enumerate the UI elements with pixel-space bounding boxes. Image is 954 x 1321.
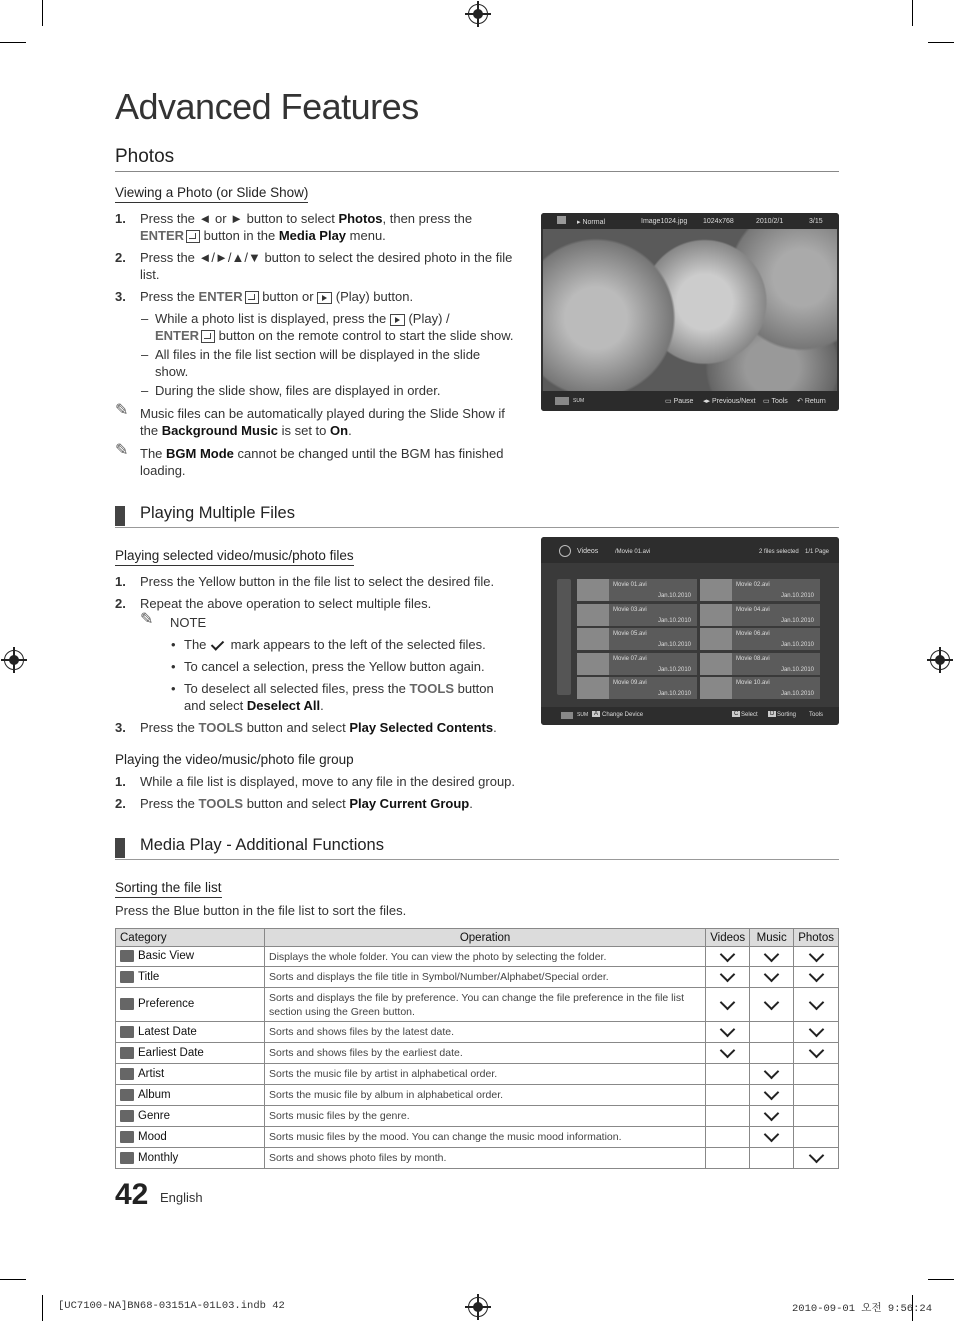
video-file-name: Movie 05.avi: [613, 631, 647, 637]
step-number: 2.: [115, 250, 126, 265]
category-icon: [120, 1068, 134, 1080]
operation-cell: Displays the whole folder. You can view the photo by selecting the folder.: [265, 947, 706, 967]
video-file-date: Jan.10.2010: [780, 691, 814, 697]
step-bold: Play Selected Contents: [349, 720, 494, 735]
checkmark-icon: [808, 946, 824, 962]
videos-cell: [706, 967, 750, 988]
note-text: cannot be changed until the BGM has finished loading.: [140, 446, 504, 478]
category-cell: [116, 1043, 265, 1064]
music-cell: [750, 1022, 794, 1043]
section-bar: [115, 506, 125, 526]
step-number: 1.: [115, 774, 126, 789]
category-icon: [120, 1152, 134, 1164]
music-cell: [750, 1148, 794, 1169]
checkmark-icon: [764, 946, 780, 962]
enter-icon: [201, 330, 215, 343]
videos-cell: [706, 1022, 750, 1043]
step-text: Press the: [140, 720, 199, 735]
video-reel-icon: [559, 545, 571, 557]
apple-photo: [543, 229, 837, 391]
photo-viewer-screenshot: [541, 213, 839, 411]
language-label: English: [160, 1190, 203, 1205]
bullet-bold: Deselect All: [246, 698, 321, 713]
category-label: Latest Date: [138, 1026, 197, 1039]
step-number: 2.: [115, 796, 126, 811]
section-title-multiple: [115, 502, 839, 528]
video-file-tile[interactable]: [700, 579, 820, 601]
category-cell: [116, 988, 265, 1022]
play-icon: [317, 292, 332, 304]
key-a-icon: A: [594, 711, 599, 717]
table-row: [116, 947, 839, 967]
photos-cell: [794, 947, 839, 967]
header-videos: Videos: [706, 929, 750, 947]
bullet-item: [115, 636, 515, 653]
tools-control: ▭ Tools: [763, 398, 788, 405]
step-item: [115, 719, 515, 736]
video-path: /Movie 01.avi: [615, 549, 651, 555]
play-icon: [390, 314, 405, 326]
viewer-info-bar: [541, 213, 839, 229]
change-device-label: Change Device: [602, 712, 644, 718]
photos-cell: [794, 988, 839, 1022]
category-icon: [120, 998, 134, 1010]
step-number: 2.: [115, 596, 126, 611]
step-text: menu.: [346, 228, 386, 243]
table-row: [116, 988, 839, 1022]
table-row: [116, 967, 839, 988]
video-file-name: Movie 09.avi: [613, 680, 647, 686]
step-text: Press the: [140, 796, 199, 811]
step-number: 1.: [115, 574, 126, 589]
music-cell: [750, 1043, 794, 1064]
category-cell: [116, 1148, 265, 1169]
videos-header: [541, 537, 839, 563]
videos-cell: [706, 1127, 750, 1148]
section-title-text: Media Play - Additional Functions: [140, 836, 384, 854]
section-title-additional: [115, 834, 839, 860]
dash-marker: –: [141, 311, 149, 326]
table-row: [116, 1127, 839, 1148]
operation-cell: Sorts music files by the mood. You can change the music mood information.: [265, 1127, 706, 1148]
dash-text: button on the remote control to start the slide show.: [215, 328, 514, 343]
step-text: button in the: [200, 228, 279, 243]
video-file-name: Movie 10.avi: [736, 680, 770, 686]
category-label: Genre: [138, 1110, 170, 1123]
section-title-photos: Photos: [115, 146, 839, 172]
note-icon: ✎: [115, 442, 129, 459]
video-file-tile[interactable]: [700, 604, 820, 626]
bullet-marker: •: [171, 681, 176, 696]
video-file-date: Jan.10.2010: [657, 666, 691, 673]
music-cell: [750, 947, 794, 967]
step-text: Repeat the above operation to select multiple files.: [140, 596, 432, 611]
file-name: Image1024.jpg: [641, 218, 688, 225]
return-label: Return: [804, 398, 826, 405]
category-sidebar[interactable]: [557, 579, 571, 695]
checkmark-icon: [764, 1085, 780, 1101]
videos-cell: [706, 1106, 750, 1127]
photo-count: 3/15: [809, 218, 823, 225]
category-label: Album: [138, 1089, 171, 1102]
device-name: SUM: [573, 398, 585, 404]
step-bold: Photos: [338, 211, 383, 226]
resolution: 1024x768: [703, 218, 734, 225]
operation-cell: Sorts the music file by artist in alphabetical order.: [265, 1064, 706, 1085]
bullet-text: .: [320, 698, 324, 713]
page-title: Advanced Features: [115, 86, 419, 127]
file-info: [UC7100-NA]BN68-03151A-01L03.indb 42: [58, 1300, 285, 1312]
videos-cell: [706, 1085, 750, 1106]
checkmark-icon: [808, 994, 824, 1010]
note-label-row: [115, 611, 515, 631]
checkmark-icon: [764, 1127, 780, 1143]
checkmark-icon: [764, 967, 780, 983]
registration-mark-icon: [468, 4, 488, 24]
step-text: Press the ◄ or ► button to select: [140, 211, 339, 226]
sorting-table: [115, 928, 839, 1169]
step-list-photos: [115, 210, 515, 479]
photos-cell: [794, 1127, 839, 1148]
step-item: [115, 795, 535, 812]
category-icon: [120, 1026, 134, 1038]
photos-cell: [794, 1043, 839, 1064]
step-text: Press the Yellow button in the file list to select the desired file.: [140, 574, 495, 589]
step-text: Press the ◄/►/▲/▼ button to select the desired photo in the file list.: [140, 250, 513, 282]
category-cell: [116, 1022, 265, 1043]
operation-cell: Sorts and displays the file by preference. You can change the file preference in the file list section using the Green button.: [265, 988, 706, 1022]
video-file-date: Jan.10.2010: [780, 642, 814, 648]
step-bold: Media Play: [278, 228, 347, 243]
table-row: [116, 1148, 839, 1169]
category-cell: [116, 1085, 265, 1106]
video-file-tile[interactable]: [577, 677, 697, 699]
category-icon: [120, 1131, 134, 1143]
tools-label: TOOLS: [198, 796, 244, 811]
header-music: Music: [750, 929, 794, 947]
category-icon: [120, 950, 134, 962]
bullet-text: The: [184, 637, 211, 652]
step-text: .: [469, 796, 473, 811]
video-file-date: Jan.10.2010: [657, 691, 691, 697]
enter-label: ENTER: [155, 328, 200, 343]
note-bold: On: [330, 423, 349, 438]
note-text: is set to: [277, 423, 331, 438]
step-item: [115, 288, 515, 305]
video-file-tile[interactable]: [700, 677, 820, 699]
music-cell: [750, 1106, 794, 1127]
video-file-name: Movie 01.avi: [613, 582, 647, 588]
sorting-label: Sorting: [777, 712, 797, 718]
selected-count: 2 files selected: [759, 549, 799, 555]
music-cell: [750, 988, 794, 1022]
step-item: [115, 773, 535, 790]
video-file-name: Movie 03.avi: [613, 606, 647, 613]
video-thumbnail: [577, 677, 609, 699]
checkmark-icon: [764, 994, 780, 1010]
music-cell: [750, 1085, 794, 1106]
bullet-text: mark appears to the left of the selected files.: [227, 637, 486, 652]
video-file-tile[interactable]: [577, 628, 697, 650]
video-thumbnail: [577, 628, 609, 650]
step-text: .: [493, 720, 497, 735]
header-operation: Operation: [265, 929, 706, 947]
category-cell: [116, 1106, 265, 1127]
checkmark-icon: [720, 967, 736, 983]
step-text: (Play) button.: [332, 289, 414, 304]
bullet-item: [115, 680, 515, 714]
mode-label: ▸ Normal: [577, 219, 606, 226]
select-label: Select: [741, 712, 758, 718]
dash-item: [115, 382, 515, 399]
pause-label: Pause: [673, 398, 694, 405]
heading-sorting: Sorting the file list: [115, 880, 222, 898]
tools-label: TOOLS: [409, 681, 454, 696]
step-text: , then press the: [382, 211, 473, 226]
prevnext-label: Previous/Next: [711, 398, 756, 405]
photo-date: 2010/2/1: [756, 218, 784, 225]
videos-title: Videos: [577, 548, 599, 555]
note-text: Music files can be automatically played during the Slide Show if the: [140, 406, 505, 438]
table-row: [116, 1106, 839, 1127]
checkmark-icon: [808, 967, 824, 983]
enter-icon: [245, 291, 259, 304]
enter-icon: [186, 230, 200, 243]
photos-cell: [794, 1022, 839, 1043]
category-label: Basic View: [138, 950, 195, 963]
usb-device-icon: [555, 397, 569, 405]
video-thumbnail: [700, 579, 732, 601]
checkmark-icon: [720, 1022, 736, 1038]
step-text: Press the: [140, 289, 199, 304]
photos-cell: [794, 1085, 839, 1106]
section-bar: [115, 838, 125, 858]
photos-cell: [794, 1106, 839, 1127]
dash-text: While a photo list is displayed, press the: [155, 311, 390, 326]
page-indicator: 1/1 Page: [805, 549, 830, 555]
heading-selected-files: Playing selected video/music/photo files: [115, 548, 354, 566]
registration-mark-icon: [930, 650, 950, 670]
checkmark-icon: [720, 994, 736, 1010]
video-file-date: Jan.10.2010: [657, 617, 691, 624]
table-header-row: [116, 929, 839, 947]
video-thumbnail: [577, 604, 609, 626]
pause-control: ▭ Pause: [665, 398, 694, 405]
operation-cell: Sorts and shows files by the earliest date.: [265, 1043, 706, 1064]
bullet-text: button and select: [184, 681, 494, 713]
step-item: [115, 249, 515, 283]
videos-cell: [706, 1148, 750, 1169]
category-cell: [116, 967, 265, 988]
registration-mark-icon: [4, 650, 24, 670]
bullet-text: To deselect all selected files, press the: [184, 681, 410, 696]
video-file-tile[interactable]: [577, 653, 697, 675]
tools-label: TOOLS: [198, 720, 244, 735]
operation-cell: Sorts and shows files by the latest date.: [265, 1022, 706, 1043]
checkmark-icon: [764, 1064, 780, 1080]
music-cell: [750, 1064, 794, 1085]
step-text: While a file list is displayed, move to any file in the desired group.: [140, 774, 516, 789]
video-file-date: Jan.10.2010: [780, 593, 814, 599]
header-category: Category: [116, 929, 265, 947]
video-file-tile[interactable]: [577, 579, 697, 601]
video-thumbnail: [577, 579, 609, 601]
table-row: [116, 1064, 839, 1085]
usb-device-icon: [561, 712, 573, 719]
video-file-tile[interactable]: [577, 604, 697, 626]
checkmark-icon: [808, 1148, 824, 1164]
video-thumbnail: [700, 628, 732, 650]
video-list-screenshot: [541, 537, 839, 725]
dash-text: (Play) /: [404, 311, 450, 326]
mode-value: Normal: [582, 219, 606, 226]
viewer-control-bar: [541, 391, 839, 411]
enter-label: ENTER: [198, 289, 243, 304]
video-file-tile[interactable]: [700, 653, 820, 675]
category-icon: [120, 1089, 134, 1101]
video-file-name: Movie 06.avi: [736, 631, 770, 637]
key-d-icon: D: [770, 711, 775, 717]
video-thumbnail: [700, 604, 732, 626]
checkmark-icon: [720, 946, 736, 962]
operation-cell: Sorts and displays the file title in Symbol/Number/Alphabet/Special order.: [265, 967, 706, 988]
videos-cell: [706, 988, 750, 1022]
dash-item: [115, 346, 515, 380]
checkmark-icon: [720, 1043, 736, 1059]
category-cell: [116, 1064, 265, 1085]
videos-cell: [706, 947, 750, 967]
music-cell: [750, 1127, 794, 1148]
category-label: Earliest Date: [138, 1047, 204, 1060]
checkmark-icon: [808, 1022, 824, 1038]
tools-label: Tools: [771, 398, 788, 405]
video-file-date: Jan.10.2010: [657, 642, 691, 648]
video-thumbnail: [577, 653, 609, 675]
bullet-item: [115, 658, 515, 675]
step-text: button or: [258, 289, 318, 304]
heading-viewing-photo: Viewing a Photo (or Slide Show): [115, 185, 308, 203]
dash-item: [115, 310, 515, 344]
video-thumbnail: [700, 677, 732, 699]
table-row: [116, 1085, 839, 1106]
heading-file-group: Playing the video/music/photo file group: [115, 752, 354, 767]
dash-text: All files in the file list section will be displayed in the slide show.: [155, 347, 481, 379]
category-icon: [120, 1110, 134, 1122]
note-bold: BGM Mode: [166, 446, 234, 461]
videos-cell: [706, 1043, 750, 1064]
page-number: 42: [115, 1178, 149, 1211]
note-icon: ✎: [115, 402, 129, 419]
step-bold: Play Current Group: [349, 796, 470, 811]
operation-cell: Sorts music files by the genre.: [265, 1106, 706, 1127]
tools-label: Tools: [809, 712, 824, 718]
step-number: 1.: [115, 211, 126, 226]
step-text: button and select: [243, 720, 350, 735]
device-name: SUM: [577, 712, 589, 718]
note-label: NOTE: [170, 615, 207, 630]
step-item: [115, 595, 515, 612]
step-number: 3.: [115, 720, 126, 735]
videos-control-bar: [541, 707, 839, 725]
category-label: Monthly: [138, 1152, 179, 1165]
video-thumbnail: [700, 653, 732, 675]
step-number: 3.: [115, 289, 126, 304]
table-row: [116, 1022, 839, 1043]
print-date: 2010-09-01 오전 9:56:24: [792, 1303, 933, 1315]
note-text: The: [140, 446, 167, 461]
category-cell: [116, 1127, 265, 1148]
checkmark-icon: [211, 637, 224, 650]
step-item: [115, 573, 515, 590]
bullet-marker: •: [171, 637, 176, 652]
key-c-icon: C: [734, 711, 739, 717]
category-icon: [120, 1047, 134, 1059]
video-file-name: Movie 04.avi: [736, 606, 770, 613]
operation-cell: Sorts and shows photo files by month.: [265, 1148, 706, 1169]
video-file-tile[interactable]: [700, 628, 820, 650]
table-row: [116, 1043, 839, 1064]
videos-cell: [706, 1064, 750, 1085]
bullet-text: To cancel a selection, press the Yellow button again.: [184, 659, 485, 674]
video-file-name: Movie 02.avi: [736, 582, 770, 588]
video-file-date: Jan.10.2010: [780, 666, 814, 673]
step-text: button and select: [243, 796, 350, 811]
checkmark-icon: [808, 1043, 824, 1059]
bullet-marker: •: [171, 659, 176, 674]
step-item: [115, 210, 515, 244]
step-list-group: [115, 773, 535, 812]
note-bold: Background Music: [161, 423, 278, 438]
dash-text: During the slide show, files are displayed in order.: [155, 383, 441, 398]
category-label: Preference: [138, 998, 195, 1011]
category-label: Mood: [138, 1131, 167, 1144]
note-text: .: [348, 423, 352, 438]
video-file-name: Movie 08.avi: [736, 655, 770, 662]
return-control: ↶ Return: [797, 398, 826, 405]
music-cell: [750, 967, 794, 988]
category-icon: [120, 971, 134, 983]
dash-marker: –: [141, 383, 149, 398]
category-label: Artist: [138, 1068, 165, 1081]
section-title-text: Playing Multiple Files: [140, 504, 295, 522]
note-item: [115, 402, 515, 439]
video-file-date: Jan.10.2010: [657, 593, 691, 599]
category-label: Title: [138, 971, 160, 984]
operation-cell: Sorts the music file by album in alphabetical order.: [265, 1085, 706, 1106]
checkmark-icon: [764, 1106, 780, 1122]
photos-cell: [794, 1064, 839, 1085]
category-cell: [116, 947, 265, 967]
note-icon: ✎: [140, 611, 154, 628]
prevnext-control: ◂▸ Previous/Next: [703, 398, 756, 405]
dash-marker: –: [141, 347, 149, 362]
sorting-intro: Press the Blue button in the file list to sort the files.: [115, 903, 407, 918]
photo-icon: [557, 216, 566, 224]
photos-cell: [794, 1148, 839, 1169]
registration-mark-icon: [468, 1297, 488, 1317]
note-item: [115, 442, 515, 479]
header-photos: Photos: [794, 929, 839, 947]
video-file-date: Jan.10.2010: [780, 617, 814, 624]
step-list-multiple: [115, 573, 515, 736]
video-file-name: Movie 07.avi: [613, 655, 647, 662]
photos-cell: [794, 967, 839, 988]
enter-label: ENTER: [140, 228, 185, 243]
